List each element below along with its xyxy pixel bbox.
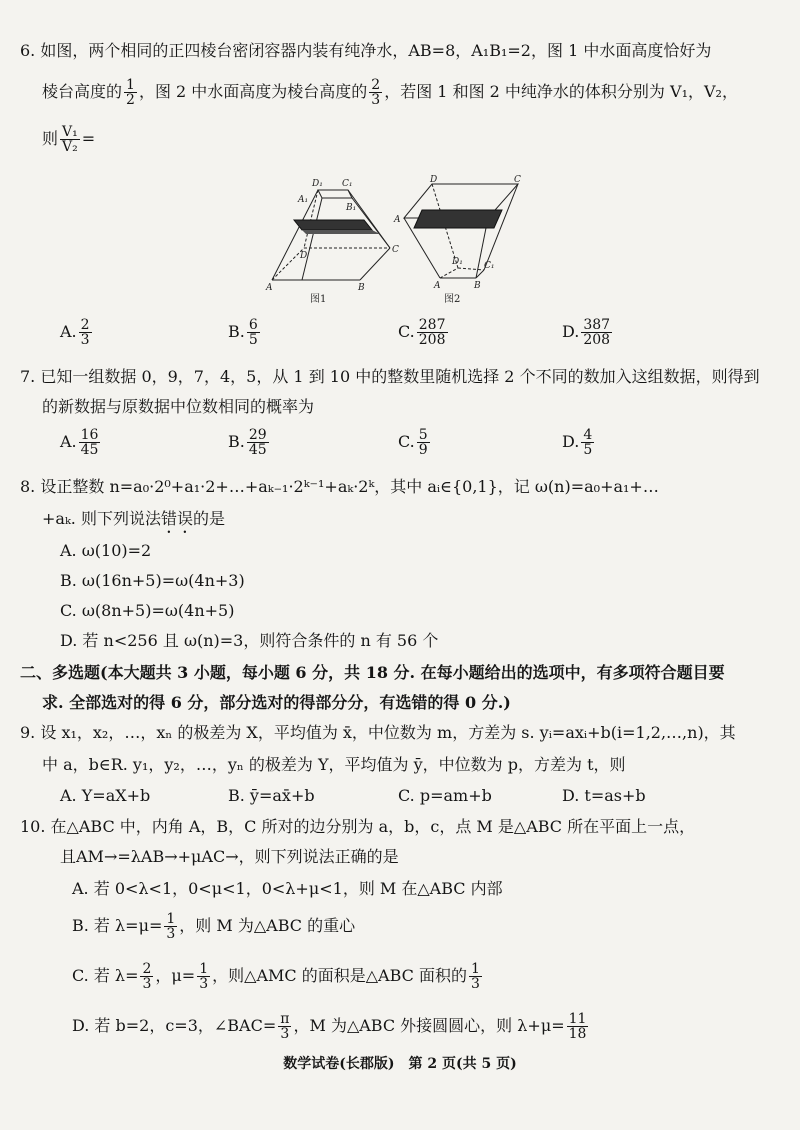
figure-2-caption: 图2 — [444, 294, 461, 305]
q6-line1: 6. 如图，两个相同的正四棱台密闭容器内装有纯净水，AB=8，A₁B₁=2，图 1 中水面高度恰好为 — [20, 41, 712, 60]
q6-options — [60, 318, 780, 358]
q9-line2: 中 a，b∈R. y₁，y₂，…，yₙ 的极差为 Y，平均值为 ȳ，中位数为 p，方差为 t，则 — [42, 755, 626, 774]
q9-option-a[interactable]: A. Y=aX+b — [60, 786, 151, 805]
label-a1: A — [434, 281, 441, 291]
q6-option-a[interactable]: A. $\frac{2}{3}$ — [60, 317, 90, 348]
label-d: D — [430, 175, 438, 185]
fraction: $\frac{1}{2}$ — [126, 77, 135, 108]
q7-option-d[interactable]: D. $\frac{4}{5}$ — [562, 427, 593, 458]
q10-option-b[interactable]: B. 若 λ=μ= $\frac{1}{3}$ ，则 M 为△ABC 的重心 — [72, 911, 356, 942]
q7-option-b[interactable]: B. $\frac{29}{45}$ — [228, 427, 267, 458]
q10-line1: 10. 在△ABC 中，内角 A，B，C 所对的边分别为 a，b，c，点 M 是△ABC 所在平面上一点， — [20, 817, 696, 836]
label-a: A — [394, 215, 401, 225]
label-c: C — [514, 175, 521, 185]
fraction: $\frac{\text{V₁}}{\text{V₂}}$ — [62, 124, 78, 155]
q6-option-b[interactable]: B. $\frac{6}{5}$ — [228, 317, 258, 348]
section-2-instructions: 求. 全部选对的得 6 分，部分选对的得部分分，有选错的得 0 分.) — [42, 693, 511, 712]
q10-option-a[interactable]: A. 若 0<λ<1，0<μ<1，0<λ+μ<1，则 M 在△ABC 内部 — [72, 879, 503, 898]
label-d1: D₁ — [312, 179, 323, 189]
q7-option-a[interactable]: A. $\frac{16}{45}$ — [60, 427, 99, 458]
q7-option-c[interactable]: C. $\frac{5}{9}$ — [398, 427, 428, 458]
section-2-title: 二、多选题(本大题共 3 小题，每小题 6 分，共 18 分. 在每小题给出的选项中，有多项符合题目要 — [20, 663, 725, 682]
label-d1: D₁ — [452, 257, 463, 267]
page-footer: 数学试卷(长郡版) 第 2 页(共 5 页) — [283, 1056, 517, 1072]
q9-options — [60, 786, 780, 810]
label-a: A — [266, 283, 273, 293]
q8-option-b[interactable]: B. ω(16n+5)=ω(4n+3) — [60, 571, 245, 590]
label-a1: A₁ — [298, 195, 309, 205]
label-c1: C₁ — [484, 261, 495, 271]
label-d: D — [300, 251, 308, 261]
q8-option-d[interactable]: D. 若 n<256 且 ω(n)=3，则符合条件的 n 有 56 个 — [60, 631, 439, 650]
q7-line2: 的新数据与原数据中位数相同的概率为 — [42, 397, 315, 416]
figure-1-caption: 图1 — [310, 294, 327, 305]
q8-line2: +aₖ. 则下列说法错误的是 — [42, 509, 225, 528]
q7-line1: 7. 已知一组数据 0，9，7，4，5，从 1 到 10 中的整数里随机选择 2 个不同的数加入这组数据，则得到 — [20, 367, 760, 386]
q9-line1: 9. 设 x₁，x₂，…，xₙ 的极差为 X，平均值为 x̄，中位数为 m，方差为 s. yᵢ=axᵢ+b(i=1,2,…,n)，其 — [20, 723, 736, 742]
q6-option-c[interactable]: C. $\frac{287}{208}$ — [398, 317, 446, 348]
frustum-figures — [262, 172, 532, 312]
q8-line1: 8. 设正整数 n=a₀·2⁰+a₁·2+…+aₖ₋₁·2ᵏ⁻¹+aₖ·2ᵏ，其中 aᵢ∈{0,1}，记 ω(n)=a₀+a₁+… — [20, 477, 659, 496]
label-c: C — [392, 245, 399, 255]
q9-option-b[interactable]: B. ȳ=ax̄+b — [228, 786, 315, 805]
q8-option-a[interactable]: A. ω(10)=2 — [60, 541, 152, 560]
label-b1: B₁ — [346, 203, 357, 213]
q8-option-c[interactable]: C. ω(8n+5)=ω(4n+5) — [60, 601, 235, 620]
q10-option-c[interactable]: C. 若 λ= $\frac{2}{3}$ ，μ= $\frac{1}{3}$ ，则△AMC 的面积是△ABC 面积的 $\frac{1}{3}$ — [72, 961, 480, 992]
q6-line3: 则 $\frac{\text{V₁}}{\text{V₂}}$ = — [42, 124, 96, 155]
q10-line2: 且AM→=λAB→+μAC→，则下列说法正确的是 — [60, 847, 399, 866]
q9-option-d[interactable]: D. t=as+b — [562, 786, 646, 805]
fraction: $\frac{2}{3}$ — [371, 77, 381, 108]
label-b: B — [474, 281, 481, 291]
q7-options — [60, 428, 780, 468]
label-c1: C₁ — [342, 179, 353, 189]
figure-1 — [272, 190, 390, 280]
q6-option-d[interactable]: D. $\frac{387}{208}$ — [562, 317, 611, 348]
label-b: B — [358, 283, 365, 293]
q9-option-c[interactable]: C. p=am+b — [398, 786, 492, 805]
q6-line2: 棱台高度的 $\frac{1}{2}$ ，图 2 中水面高度为棱台高度的 $\frac{2}{3}$ ，若图 1 和图 2 中纯净水的体积分别为 V₁，V₂， — [42, 77, 738, 108]
q10-option-d[interactable]: D. 若 b=2，c=3，∠BAC= $\frac{\pi}{3}$ ，M 为△ABC 外接圆圆心，则 λ+μ= $\frac{11}{18}$ — [72, 1011, 587, 1042]
